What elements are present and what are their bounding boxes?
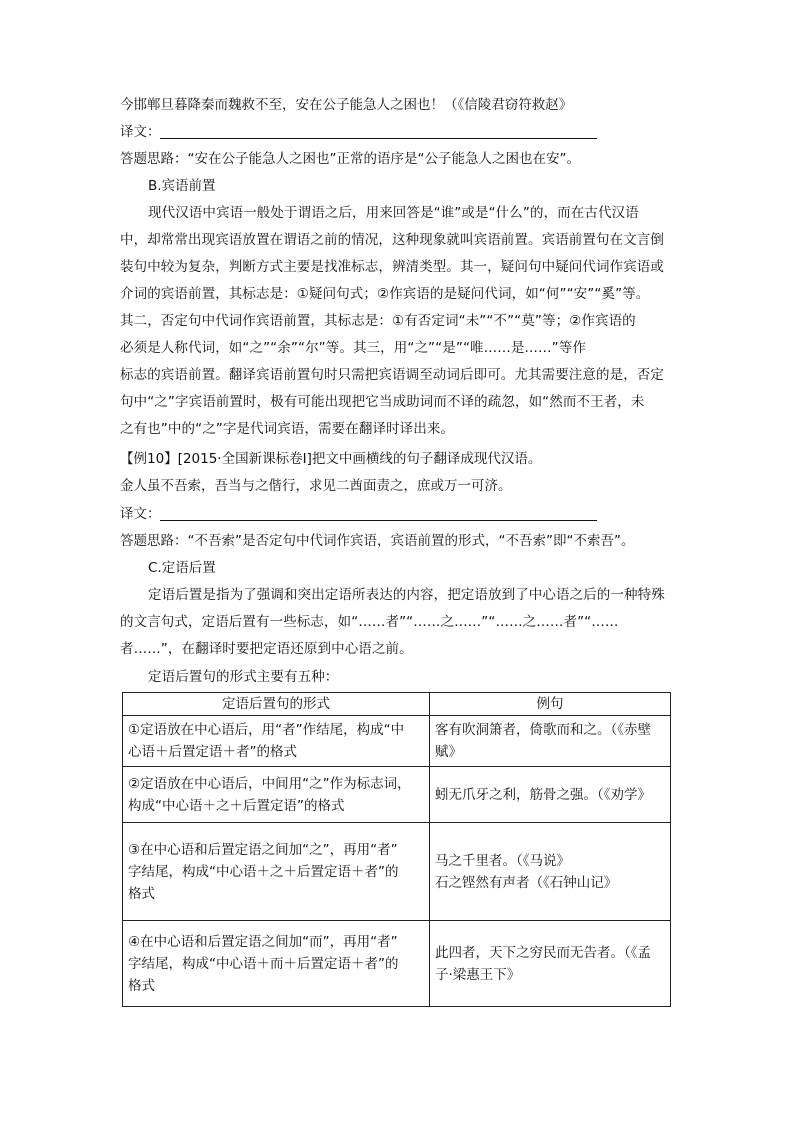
translation-blank-1[interactable] — [160, 138, 597, 139]
paragraph-c-line-3: 者……”，在翻译时要把定语还原到中心语之前。 — [120, 641, 413, 657]
quote-line-1: 今邯郸旦暮降秦而魏救不至，安在公子能急人之困也！（《信陵君窃符救赵》 — [120, 97, 573, 113]
table-header-example: 例句 — [430, 693, 671, 716]
example-10-quote: 金人虽不吾索，吾当与之偕行，求见二酋面责之，庶或万一可济。 — [120, 478, 512, 494]
table-row — [123, 767, 671, 823]
table-header-row — [123, 693, 671, 716]
table-cell-form: ④在中心语和后置定语之间加“而”，再用“者” 字结尾，构成“中心语＋而＋后置定语＋者”的 格式 — [123, 921, 430, 1007]
table-cell-example: 此四者，天下之穷民而无告者。（《孟 子·梁惠王下》 — [430, 921, 671, 1007]
table-cell-example: 蚓无爪牙之利，筋骨之强。（《劝学》 — [430, 767, 671, 823]
example-10-heading: 【例10】[2015·全国新课标卷Ⅰ]把文中画横线的句子翻译成现代汉语。 — [120, 451, 542, 467]
answer-tip-1: 答题思路：“安在公子能急人之困也”正常的语序是“公子能急人之困也在安”。 — [120, 151, 580, 167]
paragraph-b-line-8: 句中“之”字宾语前置时，极有可能出现把它当成助词而不译的疏忽，如“然而不王者，未 — [120, 394, 645, 410]
paragraph-b-line-6: 必须是人称代词，如“之”“余”“尔”等。其三，用“之”“是”“唯……是……”等作 — [120, 340, 586, 356]
table-header-form: 定语后置句的形式 — [123, 693, 430, 716]
section-heading-b: B.宾语前置 — [148, 178, 216, 194]
paragraph-b-line-7: 标志的宾语前置。翻译宾语前置句时只需把宾语调至动词后即可。尤其需要注意的是，否定 — [120, 367, 664, 383]
section-heading-c: C.定语后置 — [148, 560, 216, 576]
postposed-attributive-table — [122, 692, 671, 1007]
paragraph-b-line-4: 介词的宾语前置，其标志是：①疑问句式；②作宾语的是疑问代词，如“何”“安”“奚”等。 — [120, 286, 650, 302]
table-cell-form: ①定语放在中心语后，用“者”作结尾，构成“中 心语＋后置定语＋者”的格式 — [123, 716, 430, 767]
paragraph-c-line-1: 定语后置是指为了强调和突出定语所表达的内容，把定语放到了中心语之后的一种特殊 — [148, 587, 665, 603]
paragraph-c-line-2: 的文言句式，定语后置有一些标志，如“……者”“……之……”“……之……者”“…… — [120, 614, 619, 630]
table-row — [123, 921, 671, 1007]
table-cell-form: ②定语放在中心语后，中间用“之”作为标志词， 构成“中心语＋之＋后置定语”的格式 — [123, 767, 430, 823]
translation-label-1: 译文： — [120, 124, 161, 140]
translation-label-2: 译文： — [120, 506, 161, 522]
translation-blank-2[interactable] — [160, 520, 597, 521]
table-row — [123, 716, 671, 767]
table-cell-example: 马之千里者。（《马说》 石之铿然有声者（《石钟山记》 — [430, 823, 671, 921]
table-cell-form: ③在中心语和后置定语之间加“之”，再用“者” 字结尾，构成“中心语＋之＋后置定语＋者”的 格式 — [123, 823, 430, 921]
table-row — [123, 823, 671, 921]
paragraph-b-line-5: 其二，否定句中代词作宾语前置，其标志是：①有否定词“未”“不”“莫”等；②作宾语的 — [120, 313, 636, 329]
paragraph-b-line-2: 中，却常常出现宾语放置在谓语之前的情况，这种现象就叫宾语前置。宾语前置句在文言倒 — [120, 232, 664, 248]
paragraph-b-line-1: 现代汉语中宾语一般处于谓语之后，用来回答是“谁”或是“什么”的，而在古代汉语 — [148, 205, 639, 221]
paragraph-b-line-9: 之有也”中的“之”字是代词宾语，需要在翻译时译出来。 — [120, 421, 455, 437]
paragraph-b-line-3: 装句中较为复杂，判断方式主要是找准标志，辨清类型。其一，疑问句中疑问代词作宾语或 — [120, 259, 664, 275]
answer-tip-2: 答题思路：“不吾索”是否定句中代词作宾语，宾语前置的形式，“不吾索”即“不索吾”。 — [120, 533, 635, 549]
table-cell-example: 客有吹洞箫者，倚歌而和之。（《赤壁 赋》 — [430, 716, 671, 767]
paragraph-c-line-4: 定语后置句的形式主要有五种： — [148, 669, 339, 685]
